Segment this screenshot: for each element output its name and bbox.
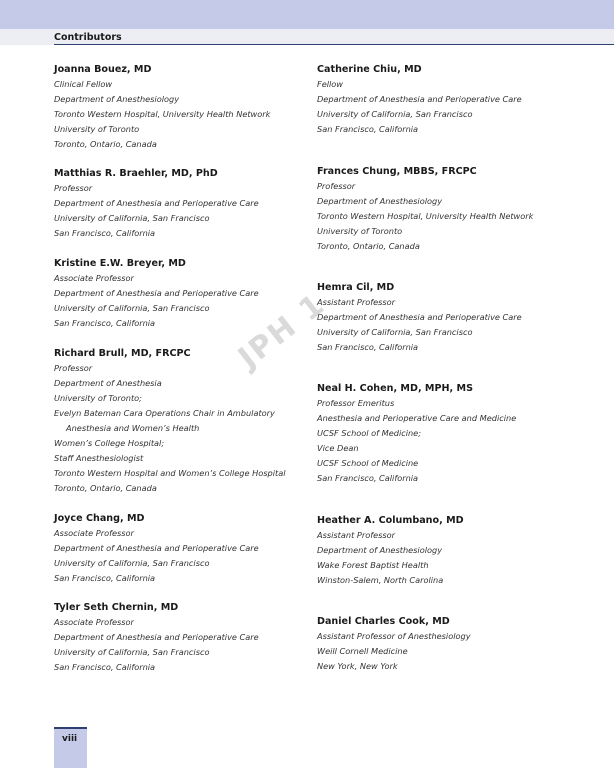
contributor-location: Toronto, Ontario, Canada	[54, 483, 157, 493]
contributor-name: Frances Chung, MBBS, FRCPC	[317, 166, 477, 177]
contributor-entry	[317, 614, 572, 674]
contributor-affiliation: Toronto Western Hospital, University Health Network	[317, 211, 534, 221]
contributor-affiliation: Department of Anesthesia and Perioperative Care	[54, 632, 259, 642]
contributor-affiliation: Evelyn Bateman Cara Operations Chair in Ambulatory	[54, 408, 275, 418]
contributor-location: San Francisco, California	[54, 318, 156, 328]
contributor-affiliation: Toronto Western Hospital, University Health Network	[54, 109, 271, 119]
contributor-affiliation: Department of Anesthesia and Perioperative Care	[54, 288, 259, 298]
contributor-location: Toronto, Ontario, Canada	[54, 139, 157, 149]
contributor-name: Hemra Cil, MD	[317, 282, 395, 293]
contributor-name: Catherine Chiu, MD	[317, 64, 422, 75]
contributor-affiliation: Department of Anesthesia	[54, 378, 162, 388]
contributor-affiliation: University of Toronto	[54, 124, 140, 134]
contributor-location: San Francisco, California	[54, 573, 156, 583]
contributor-name: Richard Brull, MD, FRCPC	[54, 348, 191, 359]
contributor-title: Professor Emeritus	[317, 398, 395, 408]
contributor-location: Toronto, Ontario, Canada	[317, 241, 420, 251]
contributor-affiliation: University of California, San Francisco	[54, 213, 210, 223]
contributor-name: Tyler Seth Chernin, MD	[54, 602, 179, 613]
contributor-affiliation: Anesthesia and Perioperative Care and Medicine	[317, 413, 517, 423]
contributor-affiliation: Weill Cornell Medicine	[317, 646, 408, 656]
contributor-title: Clinical Fellow	[54, 79, 113, 89]
contributor-affiliation: UCSF School of Medicine	[317, 458, 419, 468]
section-title: Contributors	[54, 32, 122, 43]
contributor-affiliation: Women’s College Hospital;	[54, 438, 165, 448]
contributor-location: San Francisco, California	[317, 124, 419, 134]
contributor-entry	[54, 511, 309, 586]
contributor-name: Heather A. Columbano, MD	[317, 515, 464, 526]
contributor-affiliation: University of Toronto;	[54, 393, 142, 403]
contributor-name: Joyce Chang, MD	[54, 513, 145, 524]
contributor-affiliation: Anesthesia and Women’s Health	[66, 423, 200, 433]
contributor-entry	[54, 600, 309, 675]
contributor-affiliation: University of California, San Francisco	[317, 109, 473, 119]
contributor-title: Professor	[54, 363, 93, 373]
contributor-affiliation: Department of Anesthesiology	[317, 545, 443, 555]
watermark: JPH 1	[232, 286, 333, 376]
contributor-affiliation: Department of Anesthesia and Perioperative Care	[317, 94, 522, 104]
contributor-affiliation: University of California, San Francisco	[54, 558, 210, 568]
contributor-location: San Francisco, California	[54, 228, 156, 238]
contributor-entry	[54, 62, 309, 152]
contributor-title: Associate Professor	[54, 528, 134, 538]
top-color-band	[0, 0, 614, 29]
contributor-location: Winston-Salem, North Carolina	[317, 575, 444, 585]
page-number: viii	[62, 734, 78, 744]
contributor-title: Associate Professor	[54, 273, 134, 283]
contributor-location: San Francisco, California	[54, 662, 156, 672]
contributor-affiliation: Department of Anesthesia and Perioperative Care	[317, 312, 522, 322]
contributor-affiliation: Department of Anesthesiology	[317, 196, 443, 206]
contributor-affiliation: UCSF School of Medicine;	[317, 428, 421, 438]
header-rule	[54, 44, 614, 45]
contributor-entry	[54, 346, 309, 496]
contributor-name: Matthias R. Braehler, MD, PhD	[54, 168, 218, 179]
contributor-affiliation: Vice Dean	[317, 443, 359, 453]
contributor-entry	[317, 280, 572, 355]
contributor-entry	[317, 381, 572, 486]
contributor-entry	[317, 513, 572, 588]
contributor-entry	[317, 62, 572, 137]
contributor-name: Neal H. Cohen, MD, MPH, MS	[317, 383, 473, 394]
page-number-rule	[54, 727, 87, 729]
contributor-affiliation: Department of Anesthesia and Perioperative Care	[54, 198, 259, 208]
contributor-affiliation: Wake Forest Baptist Health	[317, 560, 429, 570]
contributor-affiliation: Toronto Western Hospital and Women’s College Hospital	[54, 468, 286, 478]
contributor-affiliation: University of California, San Francisco	[317, 327, 473, 337]
contributor-affiliation: University of California, San Francisco	[54, 647, 210, 657]
contributor-affiliation: Department of Anesthesia and Perioperative Care	[54, 543, 259, 553]
contributor-location: San Francisco, California	[317, 473, 419, 483]
contributor-affiliation: Staff Anesthesiologist	[54, 453, 144, 463]
contributor-title: Professor	[54, 183, 93, 193]
contributor-title: Associate Professor	[54, 617, 134, 627]
contributor-affiliation: Department of Anesthesiology	[54, 94, 180, 104]
contributor-entry	[54, 166, 309, 241]
contributor-title: Assistant Professor of Anesthesiology	[317, 631, 471, 641]
contributor-name: Kristine E.W. Breyer, MD	[54, 258, 186, 269]
contributor-location: New York, New York	[317, 661, 398, 671]
contributor-title: Professor	[317, 181, 356, 191]
contributor-title: Fellow	[317, 79, 344, 89]
contributor-affiliation: University of California, San Francisco	[54, 303, 210, 313]
contributor-title: Assistant Professor	[317, 530, 396, 540]
contributor-location: San Francisco, California	[317, 342, 419, 352]
contributor-title: Assistant Professor	[317, 297, 396, 307]
contributor-name: Daniel Charles Cook, MD	[317, 616, 450, 627]
contributor-entry	[317, 164, 572, 254]
contributor-affiliation: University of Toronto	[317, 226, 403, 236]
contributor-name: Joanna Bouez, MD	[54, 64, 152, 75]
